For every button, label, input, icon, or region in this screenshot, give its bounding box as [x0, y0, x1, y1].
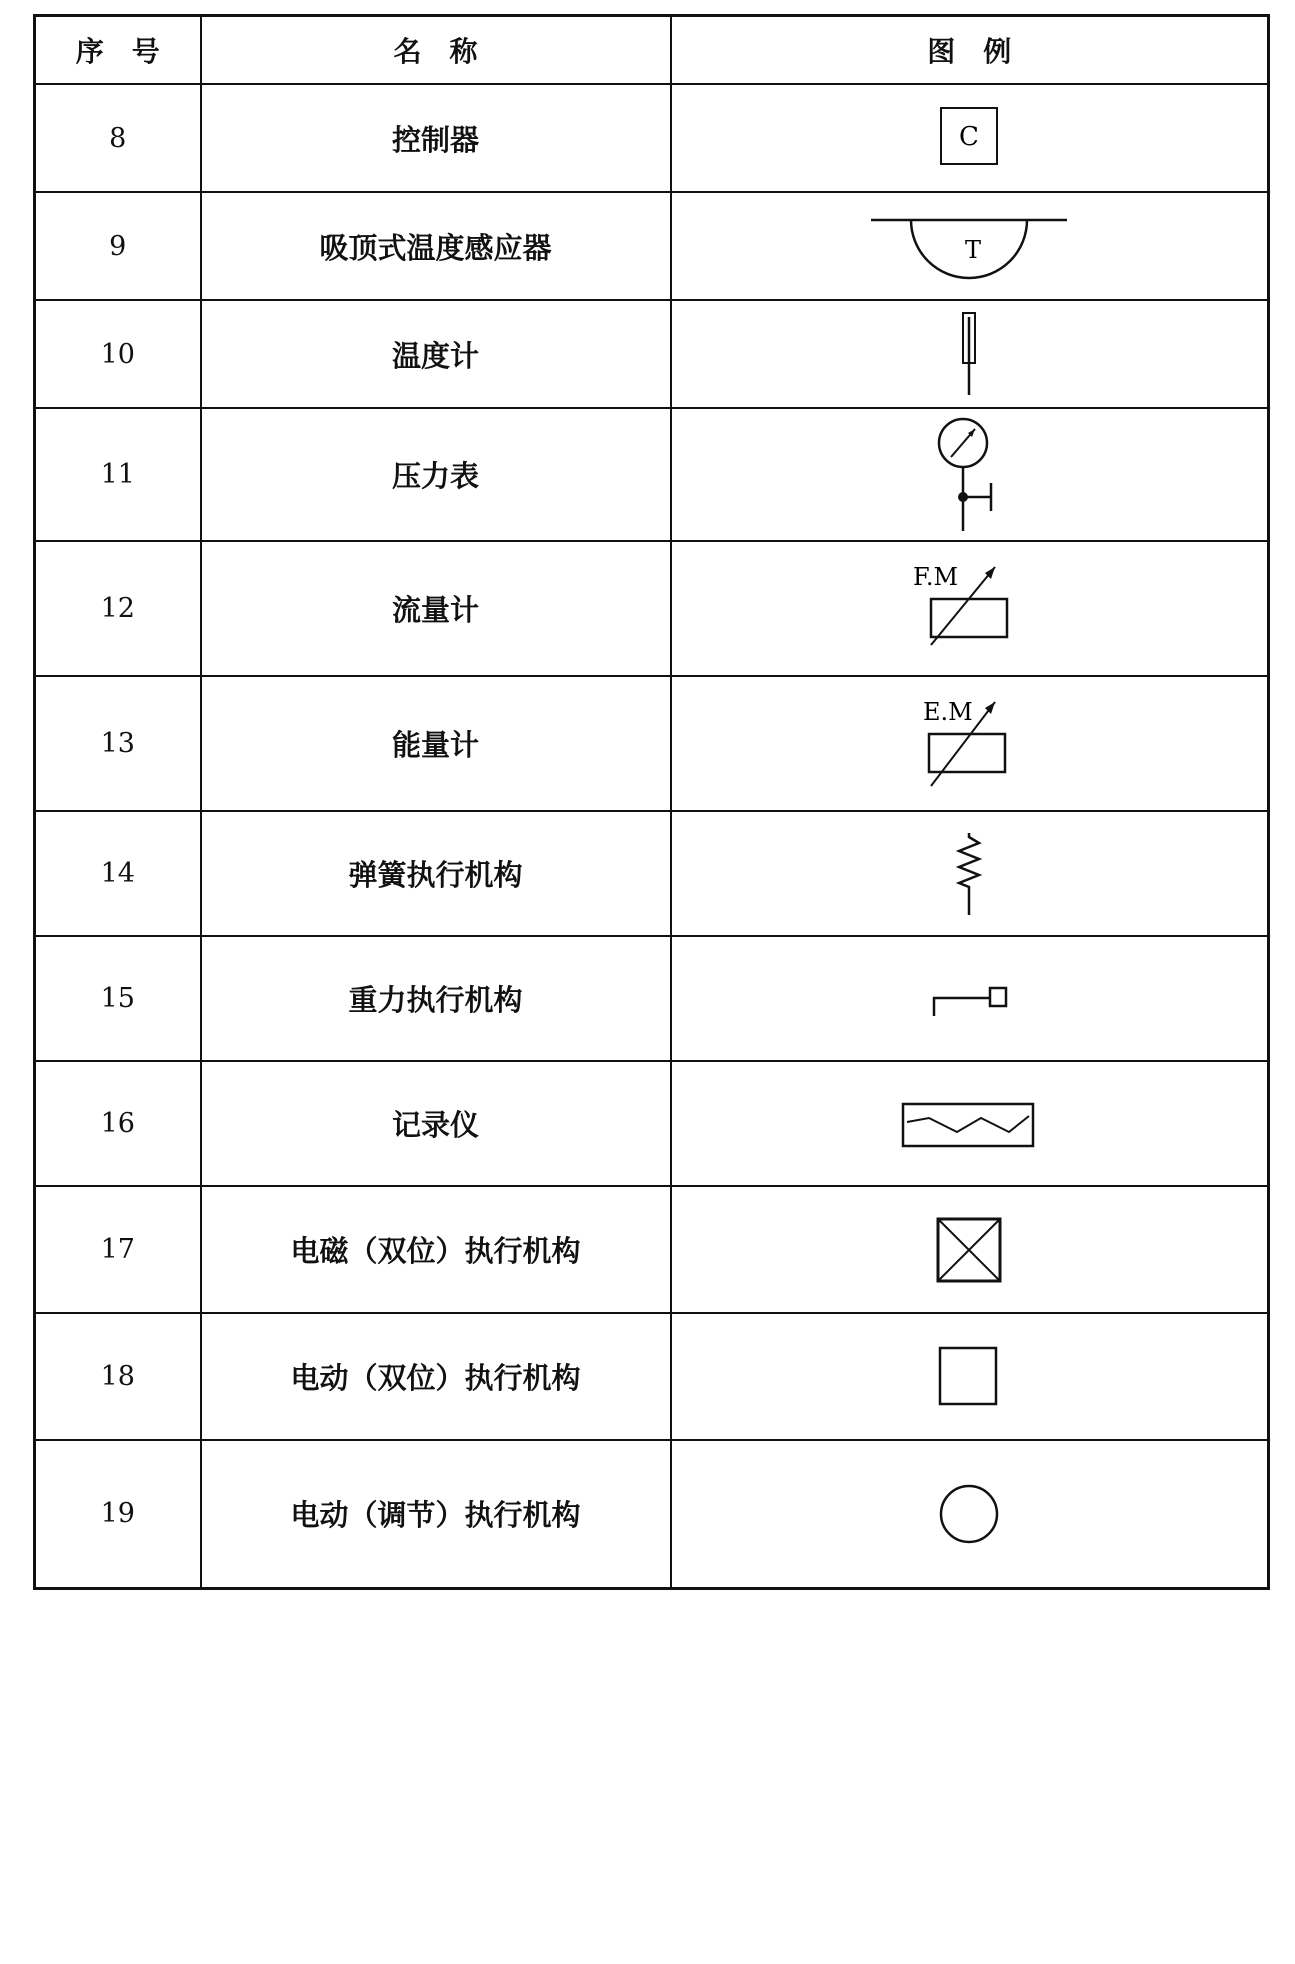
row-symbol: [671, 300, 1269, 408]
symbol-legend-table: [33, 14, 1270, 1590]
energy-meter-label: E.M: [923, 697, 973, 726]
row-symbol: [671, 1313, 1269, 1440]
table-row: [35, 541, 1269, 676]
recorder-icon: [899, 1094, 1039, 1154]
row-name: 流量计: [201, 541, 671, 676]
row-index: 11: [35, 408, 201, 541]
ceiling-temp-sensor-icon: [869, 206, 1069, 286]
electric-modulating-actuator-icon: [934, 1479, 1004, 1549]
row-symbol: [671, 936, 1269, 1061]
row-index: 8: [35, 84, 201, 192]
row-symbol: [671, 541, 1269, 676]
table-row: [35, 676, 1269, 811]
row-index: 14: [35, 811, 201, 936]
flow-meter-label: F.M: [913, 562, 959, 591]
row-symbol: [671, 408, 1269, 541]
table-row: [35, 1313, 1269, 1440]
row-index: 10: [35, 300, 201, 408]
row-symbol: [671, 1061, 1269, 1186]
row-symbol: [671, 84, 1269, 192]
row-index: 15: [35, 936, 201, 1061]
row-name: 吸顶式温度感应器: [201, 192, 671, 300]
table-row: [35, 84, 1269, 192]
row-name: 温度计: [201, 300, 671, 408]
row-name: 电磁（双位）执行机构: [201, 1186, 671, 1313]
row-name: 电动（调节）执行机构: [201, 1440, 671, 1588]
table-row: [35, 936, 1269, 1061]
electric-two-position-actuator-icon: [934, 1342, 1004, 1412]
controller-letter: C: [959, 122, 980, 152]
row-name: 重力执行机构: [201, 936, 671, 1061]
row-index: 17: [35, 1186, 201, 1313]
table-row: [35, 192, 1269, 300]
symbol-legend-sheet: [33, 14, 1267, 1953]
row-index: 18: [35, 1313, 201, 1440]
row-name: 弹簧执行机构: [201, 811, 671, 936]
energy-meter-icon: [909, 694, 1029, 794]
row-index: 12: [35, 541, 201, 676]
table-row: [35, 811, 1269, 936]
table-row: [35, 1061, 1269, 1186]
row-name: 控制器: [201, 84, 671, 192]
thermometer-icon: [949, 309, 989, 399]
table-row: [35, 1440, 1269, 1588]
row-name: 电动（双位）执行机构: [201, 1313, 671, 1440]
table-row: [35, 408, 1269, 541]
row-index: 16: [35, 1061, 201, 1186]
header-symbol: 图 例: [671, 16, 1269, 85]
flow-meter-icon: [909, 559, 1029, 659]
controller-icon: [929, 103, 1009, 173]
pressure-gauge-icon: [929, 415, 1009, 535]
gravity-actuator-icon: [924, 974, 1014, 1024]
row-index: 13: [35, 676, 201, 811]
row-index: 9: [35, 192, 201, 300]
row-name: 压力表: [201, 408, 671, 541]
spring-actuator-icon: [949, 829, 989, 919]
row-index: 19: [35, 1440, 201, 1588]
row-symbol: [671, 1186, 1269, 1313]
solenoid-actuator-icon: [934, 1215, 1004, 1285]
row-symbol: [671, 811, 1269, 936]
row-symbol: [671, 192, 1269, 300]
header-row: [35, 16, 1269, 85]
table-row: [35, 1186, 1269, 1313]
row-symbol: [671, 1440, 1269, 1588]
row-name: 记录仪: [201, 1061, 671, 1186]
sensor-letter: T: [965, 236, 982, 264]
row-symbol: [671, 676, 1269, 811]
header-name: 名 称: [201, 16, 671, 85]
row-name: 能量计: [201, 676, 671, 811]
header-index: 序 号: [35, 16, 201, 85]
table-row: [35, 300, 1269, 408]
